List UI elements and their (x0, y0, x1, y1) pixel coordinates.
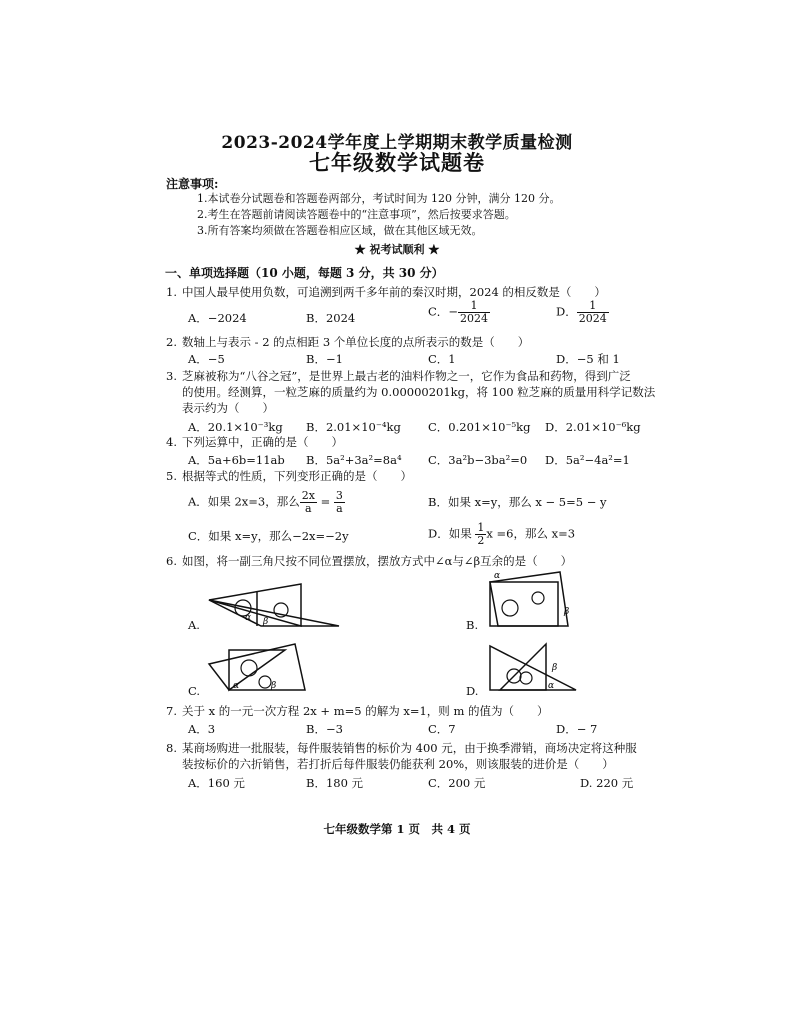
notice-item-2: 2.考生在答题前请阅读答题卷中的“注意事项”，然后按要求答题。 (197, 208, 516, 221)
q1-option-c: C．− $\frac{1}{2024}$ (428, 299, 488, 325)
question-5: 5. 根据等式的性质，下列变形正确的是（ ） (166, 469, 412, 483)
q8-option-b: B．180 元 (306, 776, 364, 790)
q6-option-d-label: D. (466, 684, 479, 698)
q2-option-b: B．−1 (306, 352, 343, 366)
page-footer: 七年级数学第 1 页 共 4 页 (323, 822, 471, 836)
angle-alpha-label: α (494, 571, 501, 581)
q6-option-c-label: C. (188, 684, 201, 698)
q2-option-c: C．1 (428, 352, 456, 366)
angle-beta-label: β (263, 617, 269, 627)
q1-option-a: A．−2024 (188, 311, 247, 325)
fraction: $\frac{1}{2024}$ (459, 299, 488, 325)
notice-item-1: 1.本试卷分试题卷和答题卷两部分，考试时间为 120 分钟，满分 120 分。 (197, 192, 561, 205)
question-4: 4. 下列运算中，正确的是（ ） (166, 435, 343, 449)
question-text: 中国人最早使用负数，可追溯到两千多年前的秦汉时期，2024 的相反数是（ ） (182, 285, 606, 299)
fraction: $\frac{2x}{a}$ (301, 489, 315, 515)
q8-option-a: A．160 元 (188, 776, 245, 790)
q4-option-c: C．3a²b−3ba²=0 (428, 453, 528, 467)
q4-option-a: A．5a+6b=11ab (188, 453, 285, 467)
q1-option-d: D． $\frac{1}{2024}$ (556, 299, 607, 325)
q2-option-a: A．−5 (188, 352, 225, 366)
q3-option-b: B．2.01×10⁻⁴kg (306, 420, 401, 434)
q2-option-d: D．−5 和 1 (556, 352, 620, 366)
q5-option-a: A．如果 2x=3，那么 $\frac{2x}{a}$ = $\frac{3}{a}$ (188, 489, 343, 515)
q5-option-c: C．如果 x=y，那么−2x=−2y (188, 529, 349, 543)
angle-alpha-label: α (548, 681, 555, 691)
question-3: 3. 芝麻被称为“八谷之冠”，是世界上最古老的油料作物之一，它作为食品和药物，得到广泛 (166, 369, 631, 383)
notice-heading: 注意事项: (166, 177, 219, 191)
q8-option-c: C．200 元 (428, 776, 486, 790)
q6-figure-b (486, 568, 576, 628)
question-8-line2: 装按标价的六折销售，若打折后每件服装仍能获利 20%，则该服装的进价是（ ） (182, 757, 614, 771)
q4-option-b: B．5a²+3a²=8a⁴ (306, 453, 402, 467)
angle-beta-label: β (271, 681, 277, 691)
notice-item-3: 3.所有答案均须做在答题卷相应区域，做在其他区域无效。 (197, 224, 483, 237)
good-luck-banner: ★ 祝考试顺利 ★ (354, 243, 440, 256)
q8-option-d: D. 220 元 (580, 776, 634, 790)
question-1 (166, 284, 606, 300)
exam-title-line1: 2023-2024学年度上学期期末教学质量检测 (221, 133, 573, 153)
fraction: $\frac{1}{2}$ (477, 521, 485, 547)
q3-option-c: C．0.201×10⁻⁵kg (428, 420, 531, 434)
q5-option-b: B．如果 x=y，那么 x − 5=5 − y (428, 495, 607, 509)
question-3-line2: 的使用。经测算，一粒芝麻的质量约为 0.00000201kg，将 100 粒芝麻的质量用科学记数法 (182, 385, 656, 399)
angle-beta-label: β (564, 607, 570, 617)
q7-option-b: B．−3 (306, 722, 343, 736)
question-8: 8. 某商场购进一批服装，每件服装销售的标价为 400 元，由于换季滞销，商场决定将这种服 (166, 741, 637, 755)
q1-option-b: B．2024 (306, 311, 356, 325)
question-2: 2. 数轴上与表示 - 2 的点相距 3 个单位长度的点所表示的数是（ ） (166, 335, 530, 349)
q6-figure-d (486, 642, 581, 694)
fraction: $\frac{3}{a}$ (335, 489, 343, 515)
section-heading: 一、单项选择题（10 小题，每题 3 分，共 30 分） (165, 266, 444, 280)
angle-alpha-label: α (233, 681, 240, 691)
q5-option-d: D．如果 $\frac{1}{2}$ x =6，那么 x=3 (428, 521, 576, 547)
q6-option-a-label: A. (188, 618, 200, 632)
fraction: $\frac{1}{2024}$ (578, 299, 607, 325)
question-number: 1. (166, 285, 177, 299)
q3-option-a: A．20.1×10⁻³kg (188, 420, 283, 434)
question-7: 7. 关于 x 的一元一次方程 2x + m=5 的解为 x=1，则 m 的值为（ ） (166, 704, 549, 718)
question-6: 6. 如图，将一副三角尺按不同位置摆放，摆放方式中∠α与∠β互余的是（ ） (166, 554, 573, 568)
q6-figure-c (205, 642, 310, 694)
angle-alpha-label: α (245, 613, 252, 623)
q6-figure-a (205, 582, 345, 630)
q7-option-d: D．− 7 (556, 722, 598, 736)
angle-beta-label: β (552, 663, 558, 673)
q7-option-c: C．7 (428, 722, 456, 736)
q7-option-a: A．3 (188, 722, 216, 736)
question-3-line3: 表示约为（ ） (182, 401, 274, 415)
q4-option-d: D．5a²−4a²=1 (545, 453, 630, 467)
exam-title-line2: 七年级数学试题卷 (309, 150, 485, 175)
q6-option-b-label: B. (466, 618, 479, 632)
q3-option-d: D．2.01×10⁻⁶kg (545, 420, 641, 434)
